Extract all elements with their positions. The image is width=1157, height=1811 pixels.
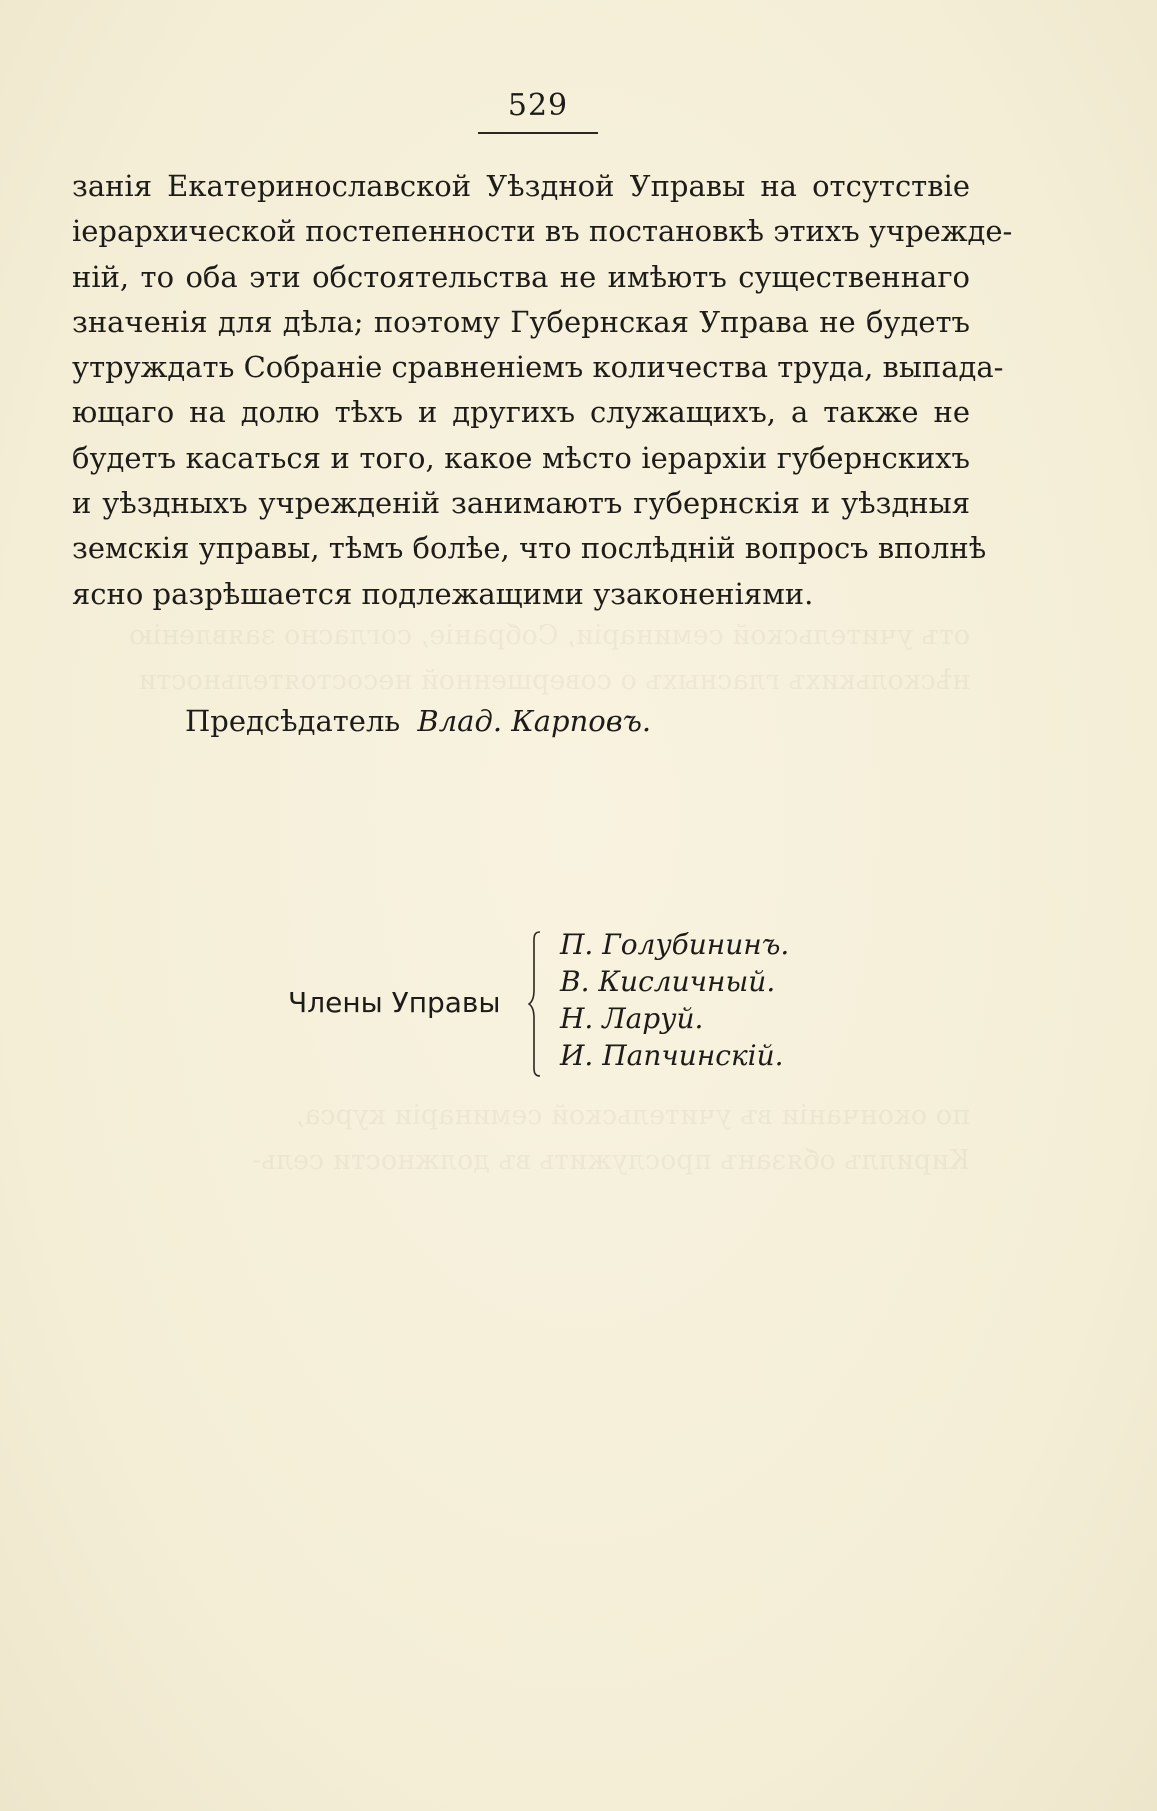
page-number-rule <box>478 132 598 134</box>
member-name: И. Папчинскій. <box>560 1039 784 1072</box>
text-line: земскія управы, тѣмъ болѣе, что послѣдній вопросъ вполнѣ <box>72 531 987 566</box>
show-through-text: нѣсколькихъ гласныхъ о совершенной несостоятельности <box>138 665 970 696</box>
page-number: 529 <box>507 88 569 123</box>
chairman-signature-block <box>185 704 651 738</box>
show-through-text: отъ учительской семинаріи, Собраніе, согласно заявленію <box>129 620 970 651</box>
text-line: занія Екатеринославской Уѣздной Управы на отсутствіе <box>72 169 970 203</box>
text-line: утруждать Собраніе сравненіемъ количества труда, выпада- <box>72 350 1004 385</box>
text-line: значенія для дѣла; поэтому Губернская Управа не будетъ <box>72 304 970 339</box>
members-label: Члены Управы <box>288 986 501 1019</box>
text-line: ясно разрѣшается подлежащими узаконеніями. <box>72 576 814 611</box>
curly-brace-icon <box>528 930 542 1078</box>
show-through-text: по окончаніи въ учительской семинаріи курса, <box>295 1100 970 1131</box>
chairman-signature: Влад. Карповъ. <box>417 704 652 738</box>
chairman-title: Предсѣдатель <box>185 704 401 738</box>
text-line: ній, то оба эти обстоятельства не имѣютъ существеннаго <box>72 259 970 294</box>
member-name: В. Кисличный. <box>560 965 776 998</box>
body-paragraph <box>72 164 1013 617</box>
show-through-text: Кириллъ обязанъ прослужить въ должности сель- <box>252 1145 970 1176</box>
members-list <box>560 926 789 1074</box>
text-line: іерархической постепенности въ постановкѣ этихъ учрежде- <box>72 214 1013 249</box>
text-line: ющаго на долю тѣхъ и другихъ служащихъ, а также не <box>72 395 970 430</box>
text-line: будетъ касаться и того, какое мѣсто іерархіи губернскихъ <box>72 440 970 475</box>
member-name: Н. Ларуй. <box>560 1002 704 1035</box>
text-line: и уѣздныхъ учрежденій занимаютъ губернскія и уѣздныя <box>72 486 970 521</box>
member-name: П. Голубининъ. <box>560 928 790 961</box>
